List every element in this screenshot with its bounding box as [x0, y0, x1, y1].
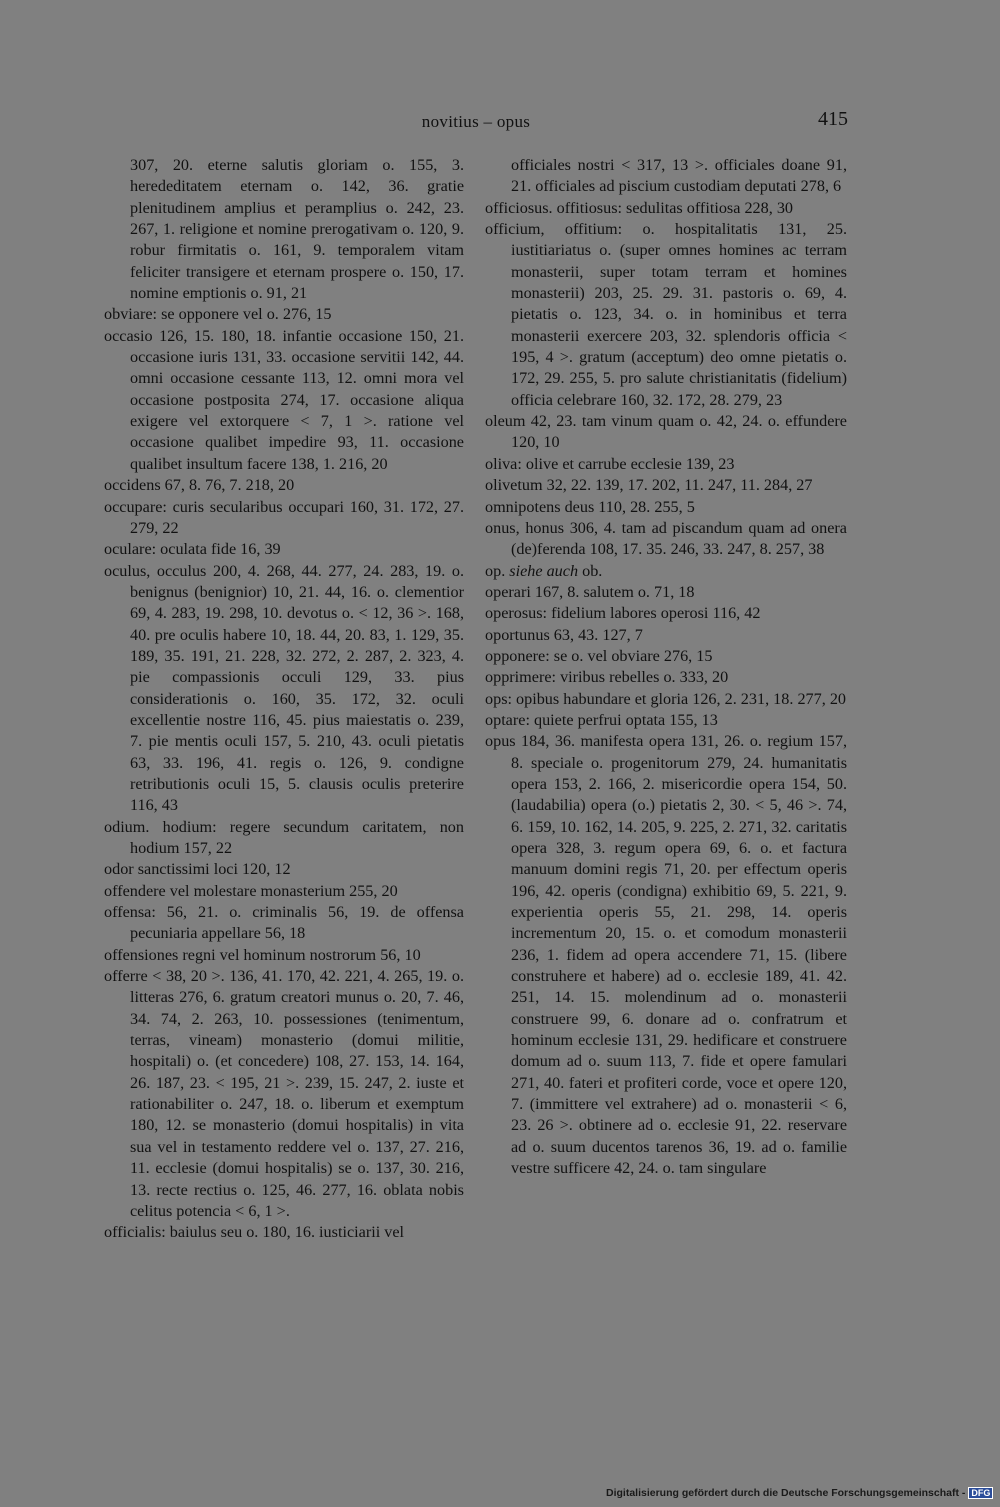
index-entry: offerre < 38, 20 >. 136, 41. 170, 42. 221, 4. 265, 19. o. litteras 276, 6. gratum creatori munus o. 20, 7. 46, 34. 74, 2. 263, 10. possessiones (tenimentum, terras, vineam) monasterio (domui militie, hospitali) o. (et concedere) 108, 27. 153, 14. 164, 26. 187, 23. < 195, 21 >. 239, 15. 247, 2. iuste et rationabiliter o. 247, 18. o. liberum et exemptum 180, 12. se monasterio (domui hospitalis) in vita sua vel in testamento reddere vel o. 137, 27. 216, 11. ecclesie (domui hospitalis) se o. 137, 30. 216, 13. recte rectius o. 125, 46. 277, 16. oblata nobis celitus potencia < 6, 1 >. [104, 967, 464, 1220]
index-entry: olivetum 32, 22. 139, 17. 202, 11. 247, 11. 284, 27 [485, 476, 813, 495]
index-entry: officiales nostri < 317, 13 >. officiales doane 91, 21. officiales ad piscium custodiam deputati 278, 6 [511, 156, 847, 196]
index-entry: officium, offitium: o. hospitalitatis 131, 25. iustitiariatus o. (super omnes homines ac terram monasterii, super totam terram et homines monasterii) 203, 25. 29. 31. pastoris o. 69, 4. pietatis o. 123, 34. o. in hominibus et terra monasterii exercere 203, 32. splendoris officia < 195, 4 >. gratum (acceptum) deo omne pietatis o. 172, 29. 255, 5. pro salute christianitatis (fidelium) officia celebrare 160, 32. 172, 28. 279, 23 [485, 220, 847, 409]
index-entry: odor sanctissimi loci 120, 12 [104, 860, 291, 879]
index-entry: optare: quiete perfrui optata 155, 13 [485, 710, 718, 729]
index-entry: oportunus 63, 43. 127, 7 [485, 625, 643, 644]
index-entry: ops: opibus habundare et gloria 126, 2. 231, 18. 277, 20 [485, 689, 847, 708]
index-entry: occidens 67, 8. 76, 7. 218, 20 [104, 476, 295, 495]
index-entry: officiosus. offitiosus: sedulitas offitiosa 228, 30 [485, 198, 794, 217]
index-entry: obviare: se opponere vel o. 276, 15 [104, 305, 332, 324]
dfg-logo: DFG [968, 1487, 993, 1499]
page-number: 415 [818, 108, 848, 130]
index-entry: op. siehe auch ob. [485, 561, 603, 580]
footer-text: Digitalisierung gefördert durch die Deutsche Forschungsgemeinschaft - [606, 1487, 966, 1499]
index-entry: onus, honus 306, 4. tam ad piscandum quam ad onera (de)ferenda 108, 17. 35. 246, 33. 247, 8. 257, 38 [485, 518, 847, 559]
index-entry: oleum 42, 23. tam vinum quam o. 42, 24. o. effundere 120, 10 [485, 412, 847, 452]
index-entry: occupare: curis secularibus occupari 160, 31. 172, 27. 279, 22 [104, 497, 464, 537]
index-entry: occasio 126, 15. 180, 18. infantie occasione 150, 21. occasione iuris 131, 33. occasione servitii 142, 44. omni occasione cessante 113, 12. omni mora vel occasione postposita 274, 17. occasione aliqua exigere vel extorquere < 7, 1 >. ratione vel occasione qualibet impedire 93, 11. occasione qualibet insultum facere 138, 1. 216, 20 [104, 326, 464, 473]
left-column [104, 155, 464, 1244]
index-entry: officialis: baiulus seu o. 180, 16. iusticiarii vel [104, 1223, 405, 1242]
index-entry: odium. hodium: regere secundum caritatem, non hodium 157, 22 [104, 817, 464, 857]
index-entry: oliva: olive et carrube ecclesie 139, 23 [485, 454, 735, 473]
index-entry: oculus, occulus 200, 4. 268, 44. 277, 24. 283, 19. o. benignus (benignior) 10, 21. 44, 16. o. clementior 69, 4. 283, 19. 298, 10. devotus o. < 12, 36 >. 168, 40. pre oculis habere 10, 18. 44, 20. 83, 1. 129, 35. 189, 35. 191, 21. 228, 32. 272, 2. 287, 2. 323, 4. pie compassionis occuli 129, 33. pius considerationis o. 160, 35. 172, 32. oculi excellentie nostre 116, 45. pius maiestatis o. 239, 7. pie mentis oculi 157, 5. 210, 43. oculi pietatis 63, 33. 196, 41. regis o. 126, 9. condigne retributionis oculi 15, 5. clausis oculis preterire 116, 43 [104, 561, 464, 815]
running-head: novitius – opus [421, 112, 531, 131]
index-entry: offensa: 56, 21. o. criminalis 56, 19. de offensa pecuniaria appellare 56, 18 [104, 903, 464, 943]
right-column [485, 155, 847, 1180]
index-entry: offendere vel molestare monasterium 255, 20 [104, 881, 398, 900]
index-entry: opus 184, 36. manifesta opera 131, 26. o. regium 157, 8. speciale o. progenitorum 279, 24. humanitatis opera 153, 2. 166, 2. misericordie opera 154, 50. (laudabilia) opera (o.) pietatis 2, 30. < 5, 46 >. 74, 6. 159, 10. 162, 14. 205, 9. 225, 2. 271, 32. caritatis opera 328, 3. regum opera 69, 6. o. et factura manuum domini regis 71, 20. per effectum operis 196, 42. operis (condigna) exhibitio 69, 5. 221, 9. experientia operis 55, 21. 298, 14. operis incrementum 20, 15. o. et comodum monasterii 236, 1. fidem ad opera accendere 71, 15. (libere construhere et habere) ad o. ecclesie 189, 41. 42. 251, 14. 15. molendinum ad o. monasterii construere 99, 6. donare ad o. confratrum et hominum ecclesie 131, 29. hedificare et construere domum ad o. suum 113, 7. fide et opere famulari 271, 40. fateri et profiteri corde, voce et opere 120, 7. (immittere vel extrahere) ad o. monasterii < 6, 23. 26 >. obtinere ad o. ecclesie 91, 22. reservare ad o. suum ducentos tarenos 36, 19. ad o. familie vestre sufficere 42, 24. o. tam singulare [485, 732, 847, 1178]
index-entry: oculare: oculata fide 16, 39 [104, 540, 281, 559]
index-entry: operosus: fidelium labores operosi 116, 42 [485, 604, 761, 623]
index-entry: operari 167, 8. salutem o. 71, 18 [485, 582, 695, 601]
index-entry: omnipotens deus 110, 28. 255, 5 [485, 497, 695, 516]
index-entry: 307, 20. eterne salutis gloriam o. 155, 3. herededitatem eternam o. 142, 36. gratie plenitudinem amplius et peramplius o. 242, 23. 267, 1. religione et nomine prerogativam o. 120, 9. robur firmitatis o. 161, 9. temporalem vitam feliciter transigere et eternam prospere o. 150, 17. nomine emptionis o. 91, 21 [130, 156, 464, 303]
index-entry: offensiones regni vel hominum nostrorum 56, 10 [104, 945, 421, 964]
digitization-footer [606, 1487, 993, 1499]
index-entry: opprimere: viribus rebelles o. 333, 20 [485, 668, 729, 687]
page-header [104, 108, 848, 138]
index-entry: opponere: se o. vel obviare 276, 15 [485, 646, 713, 665]
